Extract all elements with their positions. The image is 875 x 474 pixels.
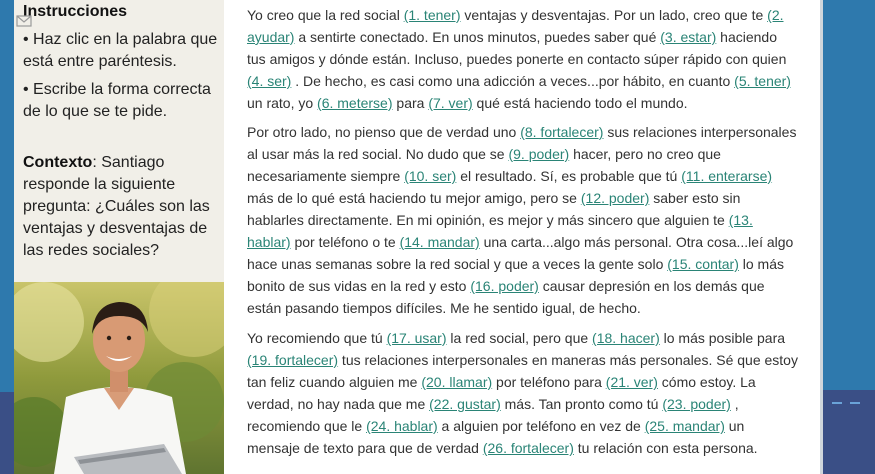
context-body: : Santiago responde la siguiente pregunta: ¿Cuáles son las ventajas y desventajas de las redes sociales? <box>23 154 210 259</box>
paragraph-text: un rato, yo <box>247 95 318 111</box>
paragraph-text: a sentirte conectado. En unos minutos, puedes saber qué <box>294 29 661 45</box>
verb-blank-link[interactable]: (14. mandar) <box>399 234 480 250</box>
paragraph-text: lo más bonito de sus vidas en la red y esto <box>247 256 784 294</box>
paragraph-text: qué está haciendo todo el mundo. <box>472 95 688 111</box>
right-border-panel <box>820 0 875 474</box>
verb-blank-link[interactable]: (3. estar) <box>660 29 717 45</box>
verb-blank-link[interactable]: (8. fortalecer) <box>520 124 604 140</box>
verb-blank-link[interactable]: (1. tener) <box>403 7 461 23</box>
paragraph-text: Yo creo que la red social <box>247 7 404 23</box>
verb-blank-link[interactable]: (20. llamar) <box>421 374 493 390</box>
paragraph-text: por teléfono o te <box>290 234 400 250</box>
verb-blank-link[interactable]: (15. contar) <box>667 256 739 272</box>
paragraph-text: lo más posible para <box>659 330 786 346</box>
verb-blank-link[interactable]: (21. ver) <box>605 374 658 390</box>
verb-blank-link[interactable]: (26. fortalecer) <box>482 440 574 456</box>
instruction-bullet-1: • Haz clic en la palabra que está entre paréntesis. <box>23 31 218 70</box>
paragraph-text: ventajas y desventajas. Por un lado, creo que te <box>460 7 768 23</box>
paragraph-text: más de lo qué está haciendo tu mejor amigo, pero se <box>247 190 581 206</box>
context-label: Contexto <box>23 154 93 171</box>
exercise-text-panel <box>224 0 820 474</box>
paragraph-text: el resultado. Sí, es probable que tú <box>456 168 682 184</box>
paragraph-text: la red social, pero que <box>446 330 593 346</box>
verb-blank-link[interactable]: (11. enterarse) <box>681 168 773 184</box>
verb-blank-link[interactable]: (9. poder) <box>508 146 570 162</box>
paragraph-text: para <box>392 95 429 111</box>
verb-blank-link[interactable]: (4. ser) <box>247 73 292 89</box>
paragraph-text: tu relación con esta persona. <box>573 440 758 456</box>
paragraph-text: Yo recomiendo que tú <box>247 330 387 346</box>
verb-blank-link[interactable]: (13. hablar) <box>247 212 753 250</box>
decorative-dash <box>832 402 842 404</box>
paragraph-text: . De hecho, es casi como una adicción a veces...por hábito, en cuanto <box>291 73 735 89</box>
verb-blank-link[interactable]: (17. usar) <box>386 330 447 346</box>
left-border-bottom <box>0 392 14 474</box>
paragraph-text: causar depresión en los demás que están pasando tiempos difíciles. Me he sentido igual, de hecho. <box>247 278 765 316</box>
verb-blank-link[interactable]: (2. ayudar) <box>247 7 784 45</box>
verb-blank-link[interactable]: (23. poder) <box>662 396 731 412</box>
verb-blank-link[interactable]: (12. poder) <box>580 190 650 206</box>
paragraph-3 <box>247 327 799 459</box>
verb-blank-link[interactable]: (16. poder) <box>470 278 539 294</box>
right-border-bottom <box>823 390 875 474</box>
verb-blank-link[interactable]: (22. gustar) <box>429 396 501 412</box>
verb-blank-link[interactable]: (10. ser) <box>404 168 457 184</box>
paragraph-text: una carta...algo más personal. Otra cosa...leí algo hace unas semanas sobre la red social y que a veces la gente solo <box>247 234 794 272</box>
paragraph-text: cómo estoy. La verdad, no hay nada que me <box>247 374 756 412</box>
paragraph-text: a alguien por teléfono en vez de <box>437 418 645 434</box>
paragraph-text: Por otro lado, no pienso que de verdad uno <box>247 124 521 140</box>
paragraph-text: más. Tan pronto como tú <box>500 396 663 412</box>
verb-blank-link[interactable]: (5. tener) <box>734 73 791 89</box>
paragraph-text: un mensaje de texto para que de verdad <box>247 418 745 456</box>
paragraph-text: sus relaciones interpersonales al usar más la red social. No dudo que se <box>247 124 797 162</box>
mail-icon[interactable] <box>16 14 32 28</box>
context-text <box>23 152 223 262</box>
verb-blank-link[interactable]: (6. meterse) <box>317 95 393 111</box>
verb-blank-link[interactable]: (19. fortalecer) <box>247 352 339 368</box>
verb-blank-link[interactable]: (24. hablar) <box>366 418 438 434</box>
paragraph-text: por teléfono para <box>492 374 606 390</box>
instruction-bullet-2: • Escribe la forma correcta de lo que se te pide. <box>23 81 211 120</box>
student-photo <box>14 282 224 474</box>
verb-blank-link[interactable]: (25. mandar) <box>644 418 725 434</box>
paragraph-1 <box>247 4 799 114</box>
decorative-dash <box>850 402 860 404</box>
verb-blank-link[interactable]: (7. ver) <box>428 95 473 111</box>
instructions-title: Instrucciones <box>23 3 128 20</box>
paragraph-text: haciendo tus amigos y dónde están. Incluso, puedes ponerte en contacto súper rápido con quien <box>247 29 787 67</box>
paragraph-text: tus relaciones interpersonales en maneras más personales. Sé que estoy tan feliz cuando alguien me <box>247 352 798 390</box>
paragraph-text: saber esto sin hablarles directamente. En mi opinión, es mejor y más sincero que alguien te <box>247 190 741 228</box>
verb-blank-link[interactable]: (18. hacer) <box>592 330 660 346</box>
instructions-sidebar <box>14 0 224 474</box>
paragraph-text: hacer, pero no creo que necesariamente siempre <box>247 146 721 184</box>
left-border-strip <box>0 0 14 474</box>
paragraph-text: , recomiendo que le <box>247 396 739 434</box>
paragraph-2 <box>247 121 799 319</box>
